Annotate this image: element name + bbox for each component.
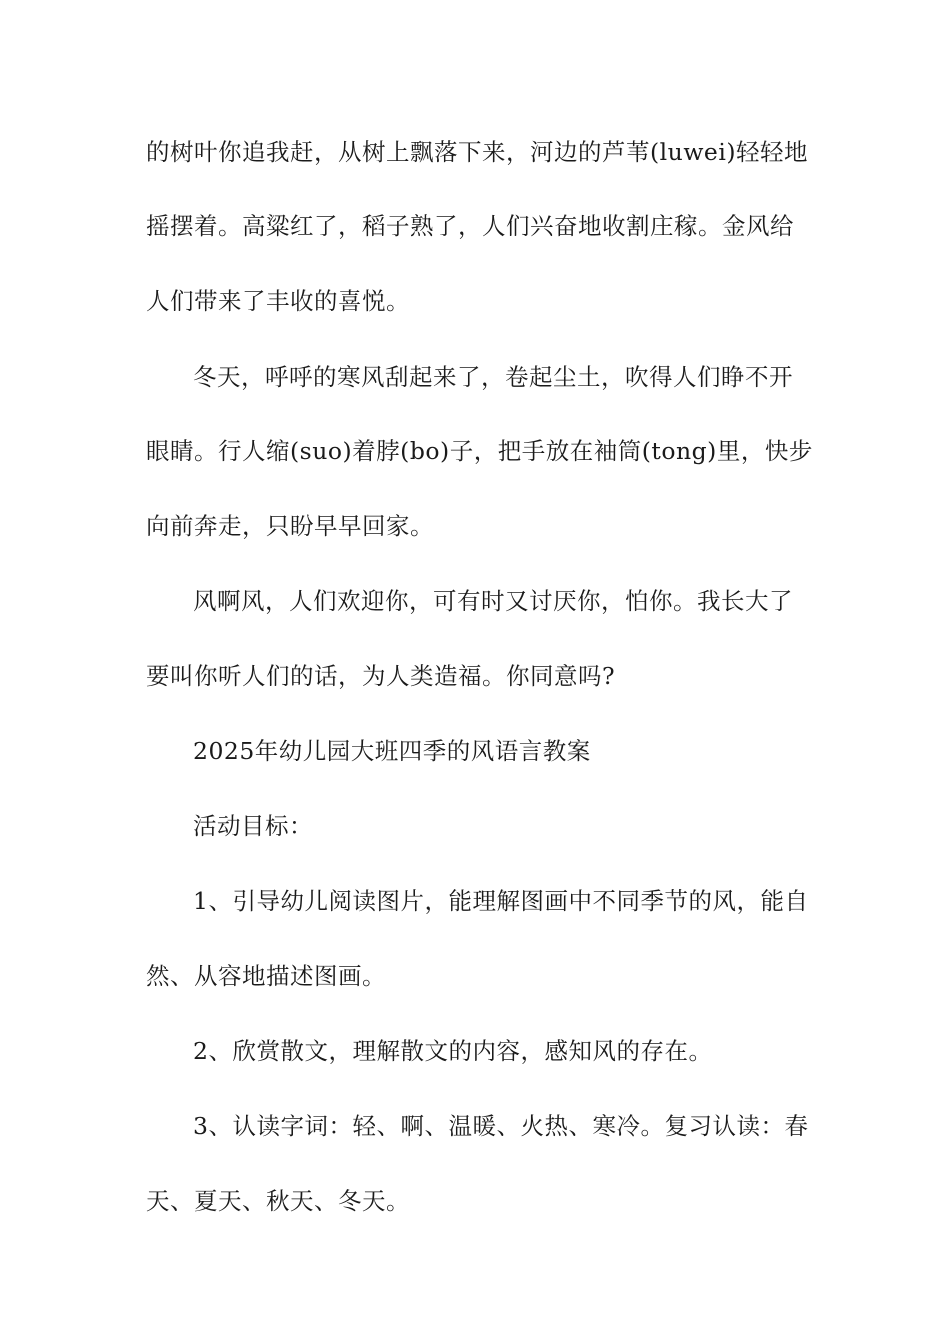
paragraph-autumn-line-3: 人们带来了丰收的喜悦。 (146, 287, 410, 315)
objective-1-line-1: 1、引导幼儿阅读图片，能理解图画中不同季节的风，能自 (193, 887, 809, 915)
paragraph-winter-line-1: 冬天，呼呼的寒风刮起来了，卷起尘土，吹得人们睁不开 (193, 363, 793, 391)
section-heading-objectives: 活动目标： (193, 812, 313, 840)
paragraph-winter-line-2: 眼睛。行人缩(suo)着脖(bo)子，把手放在袖筒(tong)里，快步 (146, 437, 813, 465)
objective-3-line-1: 3、认读字词：轻、啊、温暖、火热、寒冷。复习认读：春 (193, 1112, 809, 1140)
paragraph-closing-line-1: 风啊风，人们欢迎你，可有时又讨厌你，怕你。我长大了 (193, 587, 793, 615)
paragraph-winter-line-3: 向前奔走，只盼早早回家。 (146, 512, 434, 540)
objective-2: 2、欣赏散文，理解散文的内容，感知风的存在。 (193, 1037, 713, 1065)
paragraph-closing-line-2: 要叫你听人们的话，为人类造福。你同意吗? (146, 662, 616, 690)
paragraph-autumn-line-1: 的树叶你追我赶，从树上飘落下来，河边的芦苇(luwei)轻轻地 (146, 138, 809, 166)
objective-3-line-2: 天、夏天、秋天、冬天。 (146, 1187, 410, 1215)
objective-1-line-2: 然、从容地描述图画。 (146, 962, 386, 990)
paragraph-autumn-line-2: 摇摆着。高粱红了，稻子熟了，人们兴奋地收割庄稼。金风给 (146, 212, 794, 240)
lesson-plan-title: 2025年幼儿园大班四季的风语言教案 (193, 737, 591, 765)
